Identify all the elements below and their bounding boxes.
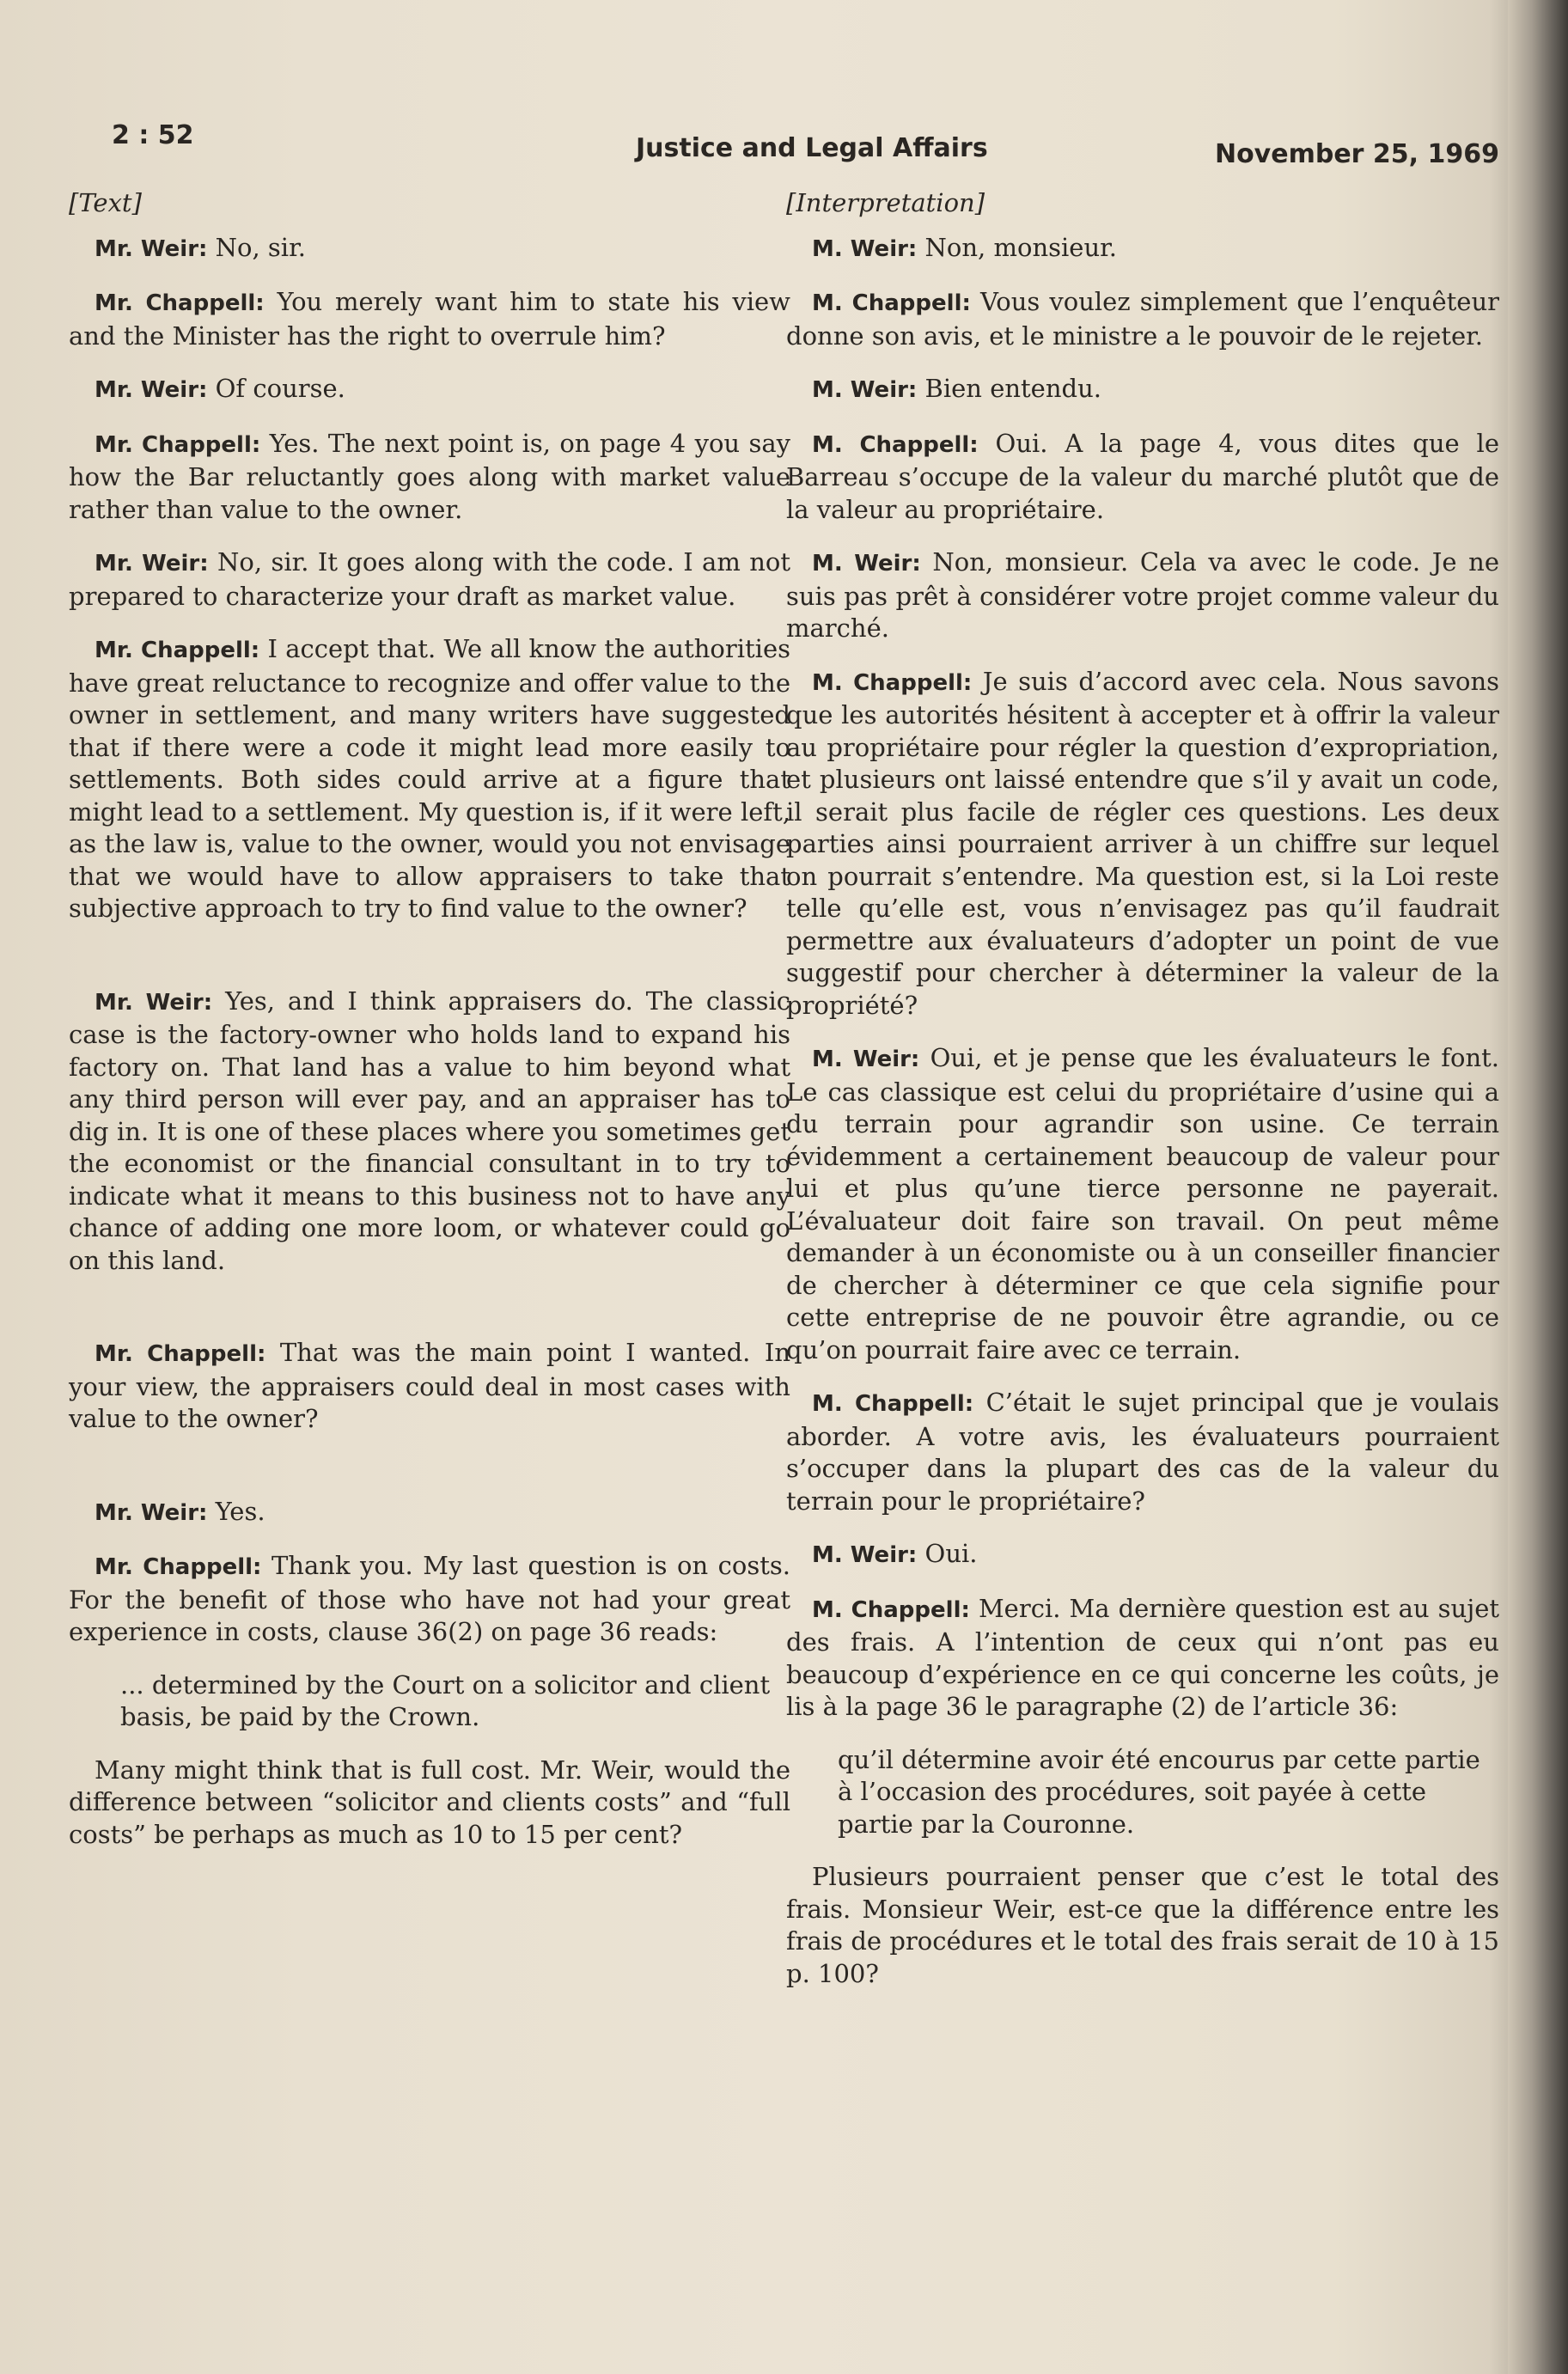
speech-paragraph — [69, 1550, 790, 1649]
speech-paragraph — [69, 232, 790, 266]
speaker-name: Mr. Weir: — [95, 377, 208, 403]
speaker-name: M. Weir: — [812, 1047, 920, 1072]
french-column — [786, 187, 1499, 2011]
speech-text: Bien entendu. — [924, 374, 1101, 403]
speech-paragraph — [69, 373, 790, 407]
speech-paragraph — [786, 373, 1499, 407]
speaker-name: M. Chappell: — [812, 669, 973, 696]
speaker-name: M. Chappell: — [812, 1391, 974, 1417]
speech-text: No, sir. It goes along with the code. I am not prepared to characterize your draft as market value. — [69, 547, 790, 611]
speech-text: Thank you. My last question is on costs. For the benefit of those who have not had your great experience in costs, clause 36(2) on page 36 reads: — [69, 1551, 790, 1646]
speaker-name: M. Weir: — [812, 551, 921, 577]
speech-text: C’était le sujet principal que je voulais aborder. A votre avis, les évaluateurs pourraient s’occuper dans la plupart des cas de la valeur du terrain pour le propriétaire? — [786, 1388, 1499, 1516]
quoted-clause: qu’il détermine avoir été encourus par cette partie à l’occasion des procédures, soit payée à cette partie par la Couronne. — [838, 1744, 1480, 1839]
speaker-name: M. Chappell: — [812, 431, 979, 458]
speaker-name: M. Weir: — [812, 377, 918, 403]
speaker-name: Mr. Weir: — [95, 235, 208, 262]
speech-paragraph — [786, 428, 1499, 527]
speech-text: Of course. — [215, 374, 345, 403]
speech-paragraph — [69, 633, 790, 925]
speech-paragraph — [786, 1538, 1499, 1572]
speech-text: Yes, and I think appraisers do. The classic case is the factory-owner who holds land to expand his factory on. That land has a value to him beyond what any third person will ever pay, and an appraiser has to dig in. It is one of these places where you sometimes get the economist or the financial consultant in to try to indicate what it means to this business not to have any chance of adding one more loom, or whatever could go on this land. — [69, 986, 790, 1275]
running-title: Justice and Legal Affairs — [636, 133, 988, 163]
closing-paragraph: Many might think that is full cost. Mr. Weir, would the difference between “solicitor and clients costs” and “full costs” be perhaps as much as 10 to 15 per cent? — [69, 1755, 790, 1849]
book-spine-shadow — [1508, 0, 1568, 2374]
speaker-name: Mr. Chappell: — [95, 1554, 262, 1580]
speech-text: Vous voulez simplement que l’enquêteur donne son avis, et le ministre a le pouvoir de le rejeter. — [786, 287, 1500, 351]
speech-paragraph — [786, 1042, 1499, 1366]
speaker-name: M. Chappell: — [812, 1596, 970, 1623]
speaker-name: Mr. Weir: — [95, 1499, 208, 1526]
speaker-name: M. Weir: — [812, 1542, 918, 1568]
speech-paragraph — [786, 666, 1499, 1022]
speech-text: Oui. — [924, 1539, 978, 1568]
speech-paragraph — [69, 986, 790, 1278]
speech-paragraph — [786, 232, 1499, 266]
speech-text: Merci. Ma dernière question est au sujet des frais. A l’intention de ceux qui n’ont pas eu beaucoup d’expérience en ce qui concerne les coûts, je lis à la page 36 le paragraphe (2) de l’article 36: — [786, 1593, 1500, 1721]
speech-text: Yes. — [215, 1496, 265, 1526]
speaker-name: Mr. Chappell: — [95, 638, 260, 663]
speech-text: Oui, et je pense que les évaluateurs le font. Le cas classique est celui du propriétaire d’usine qui a du terrain pour agrandir son usine. Ce terrain évidemment a certainement beaucoup de valeur pour lui et plus qu’une tierce personne ne payerait. L’évaluateur doit faire son travail. On peut même demander à un économiste ou à un conseiller financier de chercher à déterminer ce que cela signifie pour cette entreprise de ne pouvoir être agrandie, ou ce qu’on pourrait faire avec ce terrain. — [786, 1043, 1500, 1364]
speaker-name: Mr. Weir: — [95, 989, 213, 1016]
speech-text: Je suis d’accord avec cela. Nous savons que les autorités hésitent à accepter et à offrir la valeur au propriétaire pour régler la question d’expropriation, et plusieurs ont laissé entendre que s’il y avait un code, il serait plus facile de régler ces questions. Les deux parties ainsi pourraient arriver à un chiffre sur lequel on pourrait s’entendre. Ma question est, si la Loi reste telle qu’elle est, vous n’envisagez pas qu’il faudrait permettre aux évaluateurs d’adopter un point de vue suggestif pour chercher à déterminer la valeur de la propriété? — [786, 666, 1500, 1020]
speech-text: You merely want him to state his view and the Minister has the right to overrule him? — [69, 287, 791, 351]
closing-paragraph: Plusieurs pourraient penser que c’est le total des frais. Monsieur Weir, est-ce que la différence entre les frais de procédures et le total des frais serait de 10 à 15 p. 100? — [786, 1862, 1499, 1988]
speech-paragraph — [786, 286, 1499, 352]
page-header — [112, 112, 1499, 169]
speaker-name: Mr. Chappell: — [95, 290, 265, 316]
speech-paragraph — [786, 1387, 1499, 1517]
speech-paragraph — [69, 1337, 790, 1436]
speech-paragraph — [69, 428, 790, 527]
header-date: November 25, 1969 — [1214, 139, 1499, 169]
speech-text: Yes. The next point is, on page 4 you say how the Bar reluctantly goes along with market value rather than value to the owner. — [69, 428, 790, 524]
speech-text: No, sir. — [215, 232, 306, 262]
speech-text: I accept that. We all know the authorities have great reluctance to recognize and offer value to the owner in settlement, and many writers have suggested that if there were a code it might lead more easily to settlements. Both sides could arrive at a figure that might lead to a settlement. My question is, if it were left, as the law is, value to the owner, would you not envisage that we would have to allow appraisers to take that subjective approach to try to find value to the owner? — [69, 634, 791, 923]
speech-paragraph — [69, 286, 790, 352]
speech-text: Non, monsieur. Cela va avec le code. Je ne suis pas prêt à considérer votre projet comme valeur du marché. — [786, 547, 1499, 643]
column-label: [Text] — [69, 188, 142, 217]
speech-paragraph — [69, 1496, 790, 1530]
page-number: 2 : 52 — [112, 120, 194, 150]
speaker-name: Mr. Chappell: — [95, 1341, 266, 1367]
column-label: [Interpretation] — [786, 188, 985, 217]
quoted-clause: ... determined by the Court on a solicitor and client basis, be paid by the Crown. — [120, 1669, 771, 1731]
speaker-name: Mr. Chappell: — [95, 431, 261, 458]
speech-text: Non, monsieur. — [924, 232, 1118, 262]
speaker-name: M. Weir: — [812, 235, 918, 262]
speaker-name: Mr. Weir: — [95, 551, 209, 577]
speech-paragraph — [69, 546, 790, 613]
speech-paragraph — [786, 1593, 1499, 1724]
speech-paragraph — [786, 546, 1499, 645]
speech-text: That was the main point I wanted. In your view, the appraisers could deal in most cases with value to the owner? — [69, 1338, 790, 1433]
speech-text: Oui. A la page 4, vous dites que le Barreau s’occupe de la valeur du marché plutôt que de la valeur au propriétaire. — [786, 428, 1499, 524]
speaker-name: M. Chappell: — [812, 290, 971, 316]
english-column — [69, 187, 790, 1871]
